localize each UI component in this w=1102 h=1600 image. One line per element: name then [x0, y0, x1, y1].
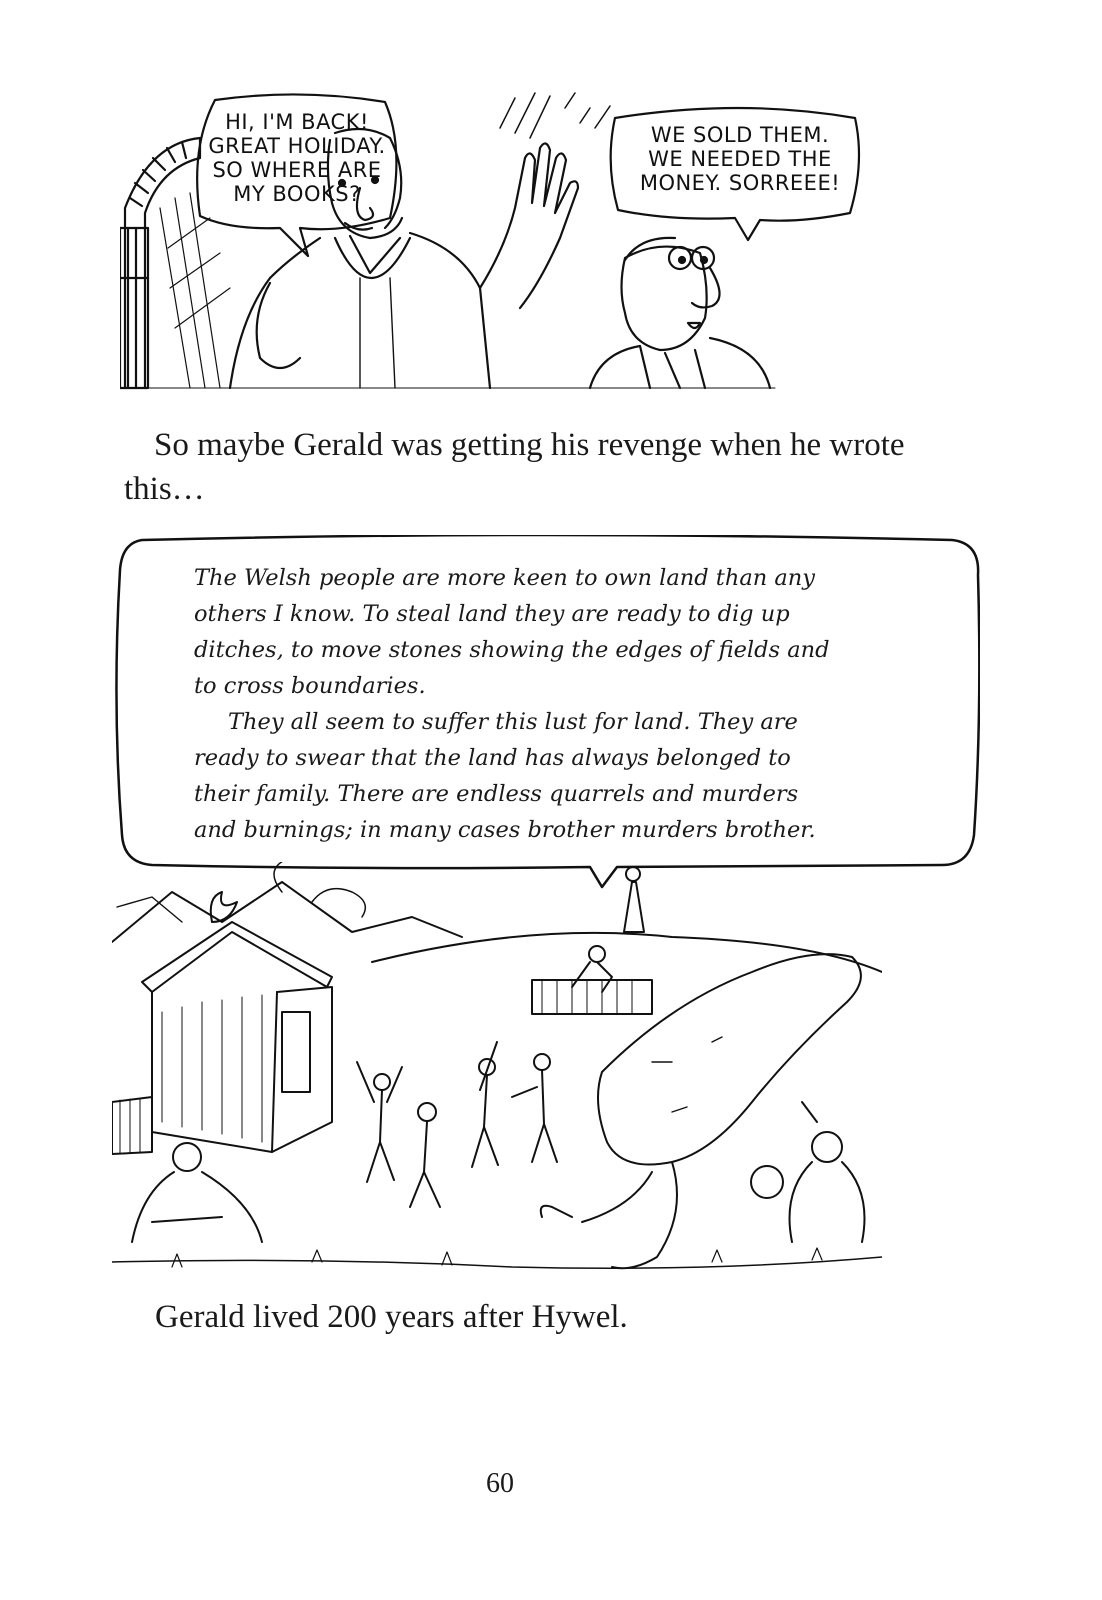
quote-paragraph-1: The Welsh people are more keen to own land than any others I know. To steal land they are ready to dig up ditches, to move stones showing the edges of fields and to cross boundaries. [194, 565, 830, 699]
speech-bubble-left: HI, I'M BACK! GREAT HOLIDAY. SO WHERE ARE MY BOOKS? [208, 110, 386, 206]
land-quarrel-scene [112, 862, 882, 1302]
quote-bubble [112, 535, 980, 895]
page-number: 60 [486, 1468, 514, 1499]
landscape-illustration [112, 862, 882, 1302]
speech-bubble-right: WE SOLD THEM. WE NEEDED THE MONEY. SORREEE! [639, 123, 841, 195]
quote-text [194, 560, 844, 848]
quote-paragraph-2: They all seem to suffer this lust for land. They are ready to swear that the land has always belonged to their family. There are endless quarrels and murders and burnings; in many cases brother murders brother. [194, 709, 816, 843]
top-comic-panel [120, 88, 980, 408]
intro-paragraph: So maybe Gerald was getting his revenge when he wrote this… [124, 427, 905, 507]
outro-paragraph: Gerald lived 200 years after Hywel. [155, 1299, 628, 1335]
